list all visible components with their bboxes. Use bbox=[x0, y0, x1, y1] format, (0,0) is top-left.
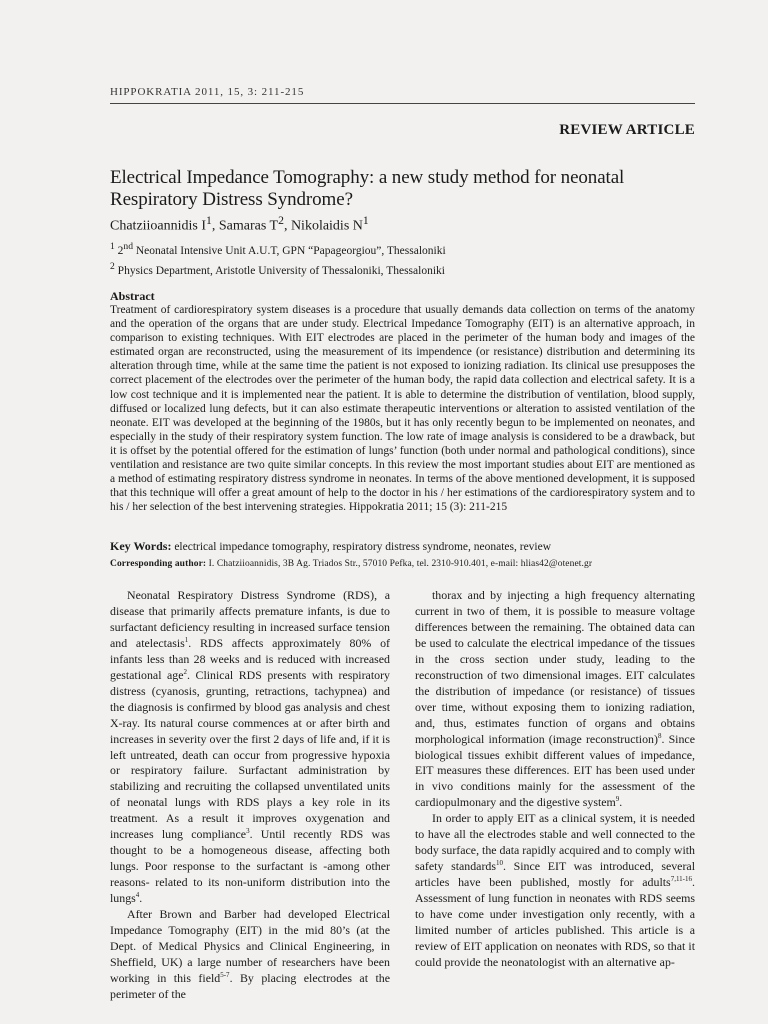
body-text: . bbox=[139, 891, 143, 906]
citation-mark: 9 bbox=[615, 795, 620, 804]
author-affiliation-mark: 1 bbox=[362, 214, 369, 227]
body-paragraph bbox=[415, 588, 695, 811]
body-text: . RDS affects approximately 80% of infants less than 28 weeks and is reduced with increased gestational age bbox=[110, 635, 390, 682]
citation-mark: 1 bbox=[184, 635, 189, 644]
body-column-left bbox=[110, 588, 390, 1003]
body-text: . Since EIT was introduced, several articles have been published, mostly for adults bbox=[415, 859, 695, 890]
citation-mark: 4 bbox=[135, 891, 140, 900]
body-paragraph bbox=[415, 811, 695, 971]
corresponding-text: I. Chatziioannidis, 3B Ag. Triados Str., 57010 Pefka, tel. 2310-910.401, e-mail: hlias42@otenet.gr bbox=[208, 559, 593, 569]
citation-mark: 3 bbox=[246, 827, 250, 836]
author-name: Samaras T bbox=[218, 218, 279, 234]
citation-mark: 7,11-16 bbox=[670, 875, 693, 884]
body-text: . Assessment of lung function in neonates with RDS seems to have come under investigation only recently, with a limited number of articles published. This article is a review of EIT application on neonates with RDS, so that it could provide the neonatologist with an alternative ap- bbox=[415, 875, 695, 969]
citation-mark: 8 bbox=[657, 731, 662, 740]
body-text: . Since biological tissues exhibit different values of impedance, EIT measures these differences. EIT has been used under in vivo conditions mainly for the assessment of the cardiopulmonary and the digestive system bbox=[415, 731, 695, 810]
body-text: . By placing electrodes at the perimeter of the bbox=[110, 970, 390, 1001]
keywords-text: electrical impedance tomography, respiratory distress syndrome, neonates, review bbox=[174, 541, 552, 553]
body-text: In order to apply EIT as a clinical system, it is needed to have all the electrodes stable and well connected to the body surface, the data rapidly acquired and to comply with safety standards bbox=[415, 811, 695, 874]
author-affiliation-mark: 1 bbox=[206, 214, 212, 227]
body-text: Neonatal Respiratory Distress Syndrome (RDS), a disease that primarily affects premature infants, is due to surfactant deficiency resulting in increased surface tension and atelectasis bbox=[110, 588, 390, 650]
abstract-text: Treatment of cardiorespiratory system diseases is a procedure that usually demands data collection on terms of the anatomy and the operation of the organs that are under study. Electrical Impedance Tomography (EIT) is an alternative approach, in comparison to existing techniques. With EIT electrodes are placed in the perimeter of the human body and images of the estimated organ are reconstructed, using the measurement of its impendence (or resistance) distribution and determining its alteration through time, while at the same time the patient is not exposed to ionizing radiation. Its clinical use presupposes the correct placement of the electrodes over the perimeter of the human body, the rapid data collection and electrical safety. It is a low cost technique and it is implemented near the patient. It is able to determine the distribution of ventilation, blood supply, diffused or localized lung defects, but it can also estimate therapeutic interventions or alteration to assisted ventilation of the neonate. EIT was developed at the beginning of the 1980s, but it has only recently begun to be implemented on neonates, and especially in the study of their respiratory system function. The low rate of image analysis is considered to be a drawback, but it is offset by the potential offered for the estimation of lungs’ function (both under normal and pathological conditions), since ventilation and resistance are two quite similar concepts. In this review the most important studies about EIT are mentioned as a method of estimating respiratory distress syndrome in neonates. In terms of the above mentioned development, it is supposed that this technique will offer a great amount of help to the doctor in his / her estimations of the cardiorespiratory system and to his / her selection of the best intervening strategies. Hippokratia 2011; 15 (3): 211-215 bbox=[110, 304, 695, 514]
affiliation-item: $^1$ 2nd Neonatal Intensive Unit A.U.T, GPN “Papageorgiou”, Thessaloniki bbox=[110, 241, 446, 257]
body-paragraph bbox=[110, 588, 390, 907]
citation-mark: 2 bbox=[183, 667, 188, 676]
affiliations bbox=[110, 239, 446, 279]
body-text: . Clinical RDS presents with respiratory distress (cyanosis, grunting, retractions, tachypnea) and the diagnosis is confirmed by blood gas analysis and chest X-ray. Its natural course commences at or after birth and increases in severity over the first 2 days of life and, if it is left untreated, death can occur from progressive hypoxia or respiratory failure. Surfactant administration by stabilizing and recruiting the collapsed unventilated units of neonatal lungs with RDS plays a key role in its treatment. As a result it improves oxygenation and increases lung compliance bbox=[110, 667, 390, 842]
body-paragraph bbox=[110, 907, 390, 1003]
article-type: REVIEW ARTICLE bbox=[559, 122, 695, 138]
citation-mark: 10 bbox=[495, 859, 503, 868]
citation-mark: 5-7 bbox=[220, 970, 230, 979]
article-title: Electrical Impedance Tomography: a new study method for neonatal Respiratory Distress Syndrome? bbox=[110, 167, 625, 210]
body-text: . bbox=[619, 795, 623, 810]
author-name: Chatziioannidis I bbox=[110, 218, 207, 234]
body-text: After Brown and Barber had developed Electrical Impedance Tomography (EIT) in the mid 80’s (at the Dept. of Medical Physics and Clinical Engineering, in Sheffield, UK) a large number of researchers have been working in this field bbox=[110, 907, 390, 985]
affiliation-item: $^2$ Physics Department, Aristotle University of Thessaloniki, Thessaloniki bbox=[110, 260, 445, 277]
author-list: Chatziioannidis I$^1$, Samaras T$^2$, Nikolaidis N$^1$ bbox=[110, 214, 369, 234]
body-column-right bbox=[415, 588, 695, 971]
body-text: thorax and by injecting a high frequency alternating current in two of them, it is possible to measure voltage differences between the remaining. The obtained data can be used to calculate the electrical impedance of the tissues in the cross section under study, leading to the reconstruction of two dimensional images. EIT calculates the distribution of impedance (or resistance) of tissues over time, without exposing them to ionizing radiation, and, thus, estimates function of organs and obtains morphological information (image reconstruction) bbox=[415, 588, 695, 746]
keywords-label: Key Words: bbox=[110, 539, 172, 553]
corresponding-label: Corresponding author: bbox=[110, 559, 207, 569]
author-name: Nikolaidis N bbox=[290, 218, 363, 234]
body-text: . Until recently RDS was thought to be a homogeneous disease, affecting both lungs. Poor response to the surfactant is -among other reasons- related to its non-uniform distribution into the lungs bbox=[110, 827, 390, 906]
author-affiliation-mark: 2 bbox=[278, 214, 284, 227]
header-rule bbox=[110, 103, 695, 104]
keywords bbox=[110, 539, 705, 554]
abstract-heading: Abstract bbox=[110, 289, 155, 303]
journal-header: HIPPOKRATIA 2011, 15, 3: 211-215 bbox=[110, 86, 305, 98]
corresponding-author bbox=[110, 559, 705, 569]
